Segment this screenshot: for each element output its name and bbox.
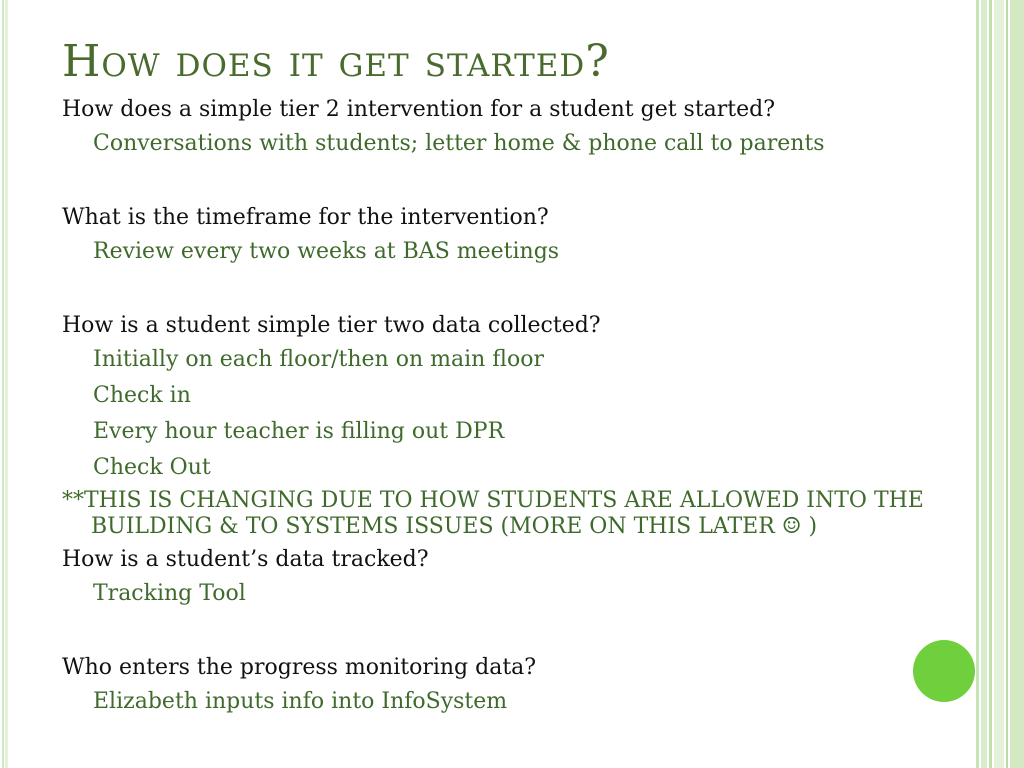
answer-3-3: Every hour teacher is filling out DPR xyxy=(93,419,505,444)
answer-3-2: Check in xyxy=(93,383,191,408)
question-1: How does a simple tier 2 intervention for a student get started? xyxy=(62,97,776,122)
answer-2-1: Review every two weeks at BAS meetings xyxy=(93,239,560,264)
question-4: How is a student’s data tracked? xyxy=(62,547,429,572)
question-2: What is the timeframe for the intervention? xyxy=(62,205,549,230)
answer-1-1: Conversations with students; letter home & phone call to parents xyxy=(93,131,825,156)
slide-body xyxy=(62,94,992,720)
slide-title: How does it get started? xyxy=(62,36,610,87)
changing-note: **THIS IS CHANGING DUE TO HOW STUDENTS ARE ALLOWED INTO THE BUILDING & TO SYSTEMS ISSUES (MORE ON THIS LATER ☺ ) xyxy=(62,488,924,539)
spacer xyxy=(62,612,992,652)
stripe xyxy=(994,0,1004,768)
answer-4-1: Tracking Tool xyxy=(93,581,246,606)
answer-5-1: Elizabeth inputs info into InfoSystem xyxy=(93,689,508,714)
spacer xyxy=(62,162,992,202)
answer-3-1: Initially on each floor/then on main floor xyxy=(93,347,544,372)
left-border-decoration xyxy=(0,0,8,768)
spacer xyxy=(62,270,992,310)
answer-3-4: Check Out xyxy=(93,455,211,480)
question-5: Who enters the progress monitoring data? xyxy=(62,655,537,680)
question-3: How is a student simple tier two data collected? xyxy=(62,313,601,338)
stripe xyxy=(1006,0,1008,768)
stripe xyxy=(1010,0,1024,768)
